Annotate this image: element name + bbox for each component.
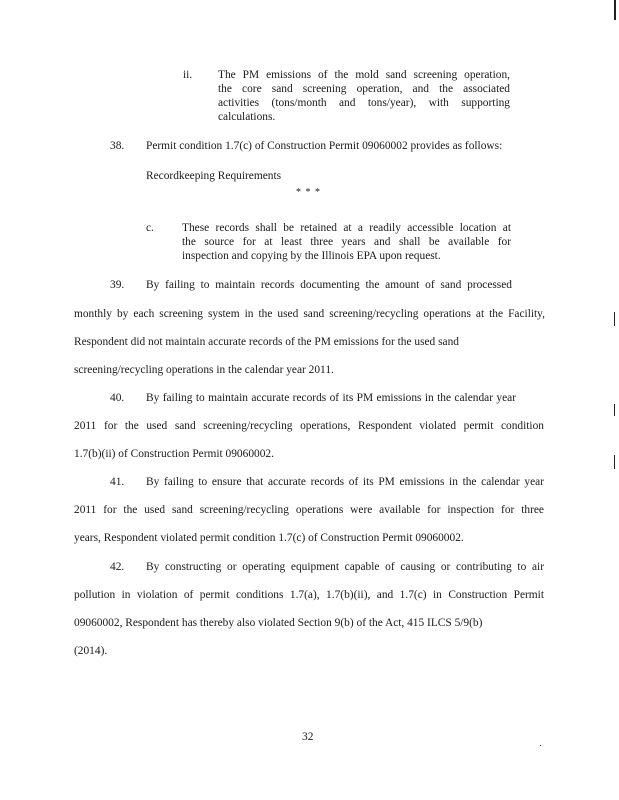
ellipsis-stars: * * *	[296, 187, 321, 198]
item-ii-line: activities (tons/month and tons/year), with supporting	[218, 97, 510, 109]
paragraph-line: 1.7(b)(ii) of Construction Permit 09060002.	[74, 448, 274, 460]
recordkeeping-heading: Recordkeeping Requirements	[146, 170, 282, 182]
scan-edge-mark	[614, 404, 615, 416]
paragraph-line: monthly by each screening system in the used sand screening/recycling operations at the Facility,	[74, 308, 545, 320]
item-ii-line: calculations.	[218, 111, 276, 123]
paragraph-line: Respondent did not maintain accurate records of the PM emissions for the used sand	[74, 336, 459, 348]
paragraph-line: By constructing or operating equipment capable of causing or contributing to air	[146, 561, 544, 573]
paragraph-line: By failing to maintain accurate records of its PM emissions in the calendar year	[146, 392, 516, 404]
paragraph-number: 42.	[110, 561, 125, 573]
paragraph-number: 38.	[110, 140, 125, 152]
paragraph-line: 09060002, Respondent has thereby also violated Section 9(b) of the Act, 415 ILCS 5/9(b)	[74, 617, 483, 629]
paragraph-number: 41.	[110, 476, 125, 488]
scan-edge-mark	[614, 455, 615, 469]
paragraph-line: years, Respondent violated permit condition 1.7(c) of Construction Permit 09060002.	[74, 532, 464, 544]
item-ii-line: The PM emissions of the mold sand screening operation,	[218, 69, 510, 81]
paragraph-number: 40.	[110, 392, 125, 404]
item-c-line: inspection and copying by the Illinois EPA upon request.	[182, 250, 441, 262]
paragraph-line: screening/recycling operations in the calendar year 2011.	[74, 364, 334, 376]
paragraph-line: 2011 for the used sand screening/recycling operations, Respondent violated permit condition	[74, 420, 544, 432]
paragraph-line: By failing to ensure that accurate records of its PM emissions in the calendar year	[146, 476, 544, 488]
item-ii-line: the core sand screening operation, and the associated	[218, 83, 510, 95]
paragraph-line: pollution in violation of permit conditions 1.7(a), 1.7(b)(ii), and 1.7(c) in Construction Permit	[74, 589, 544, 601]
page-number: 32	[302, 731, 314, 743]
paragraph-number: 39.	[110, 279, 125, 291]
item-ii-label: ii.	[183, 69, 193, 81]
scan-edge-mark	[614, 0, 616, 20]
item-c-line: These records shall be retained at a readily accessible location at	[182, 222, 511, 234]
paragraph-line: By failing to maintain records documenting the amount of sand processed	[146, 279, 512, 291]
paragraph-text: Permit condition 1.7(c) of Construction Permit 09060002 provides as follows:	[146, 140, 503, 152]
paragraph-line: 2011 for the used sand screening/recycling operations were available for inspection for three	[74, 504, 544, 516]
paragraph-line: (2014).	[74, 645, 108, 657]
item-c-label: c.	[146, 222, 154, 234]
scan-speck	[540, 745, 541, 746]
scan-edge-mark	[614, 312, 615, 326]
item-c-line: the source for at least three years and shall be available for	[182, 236, 511, 248]
